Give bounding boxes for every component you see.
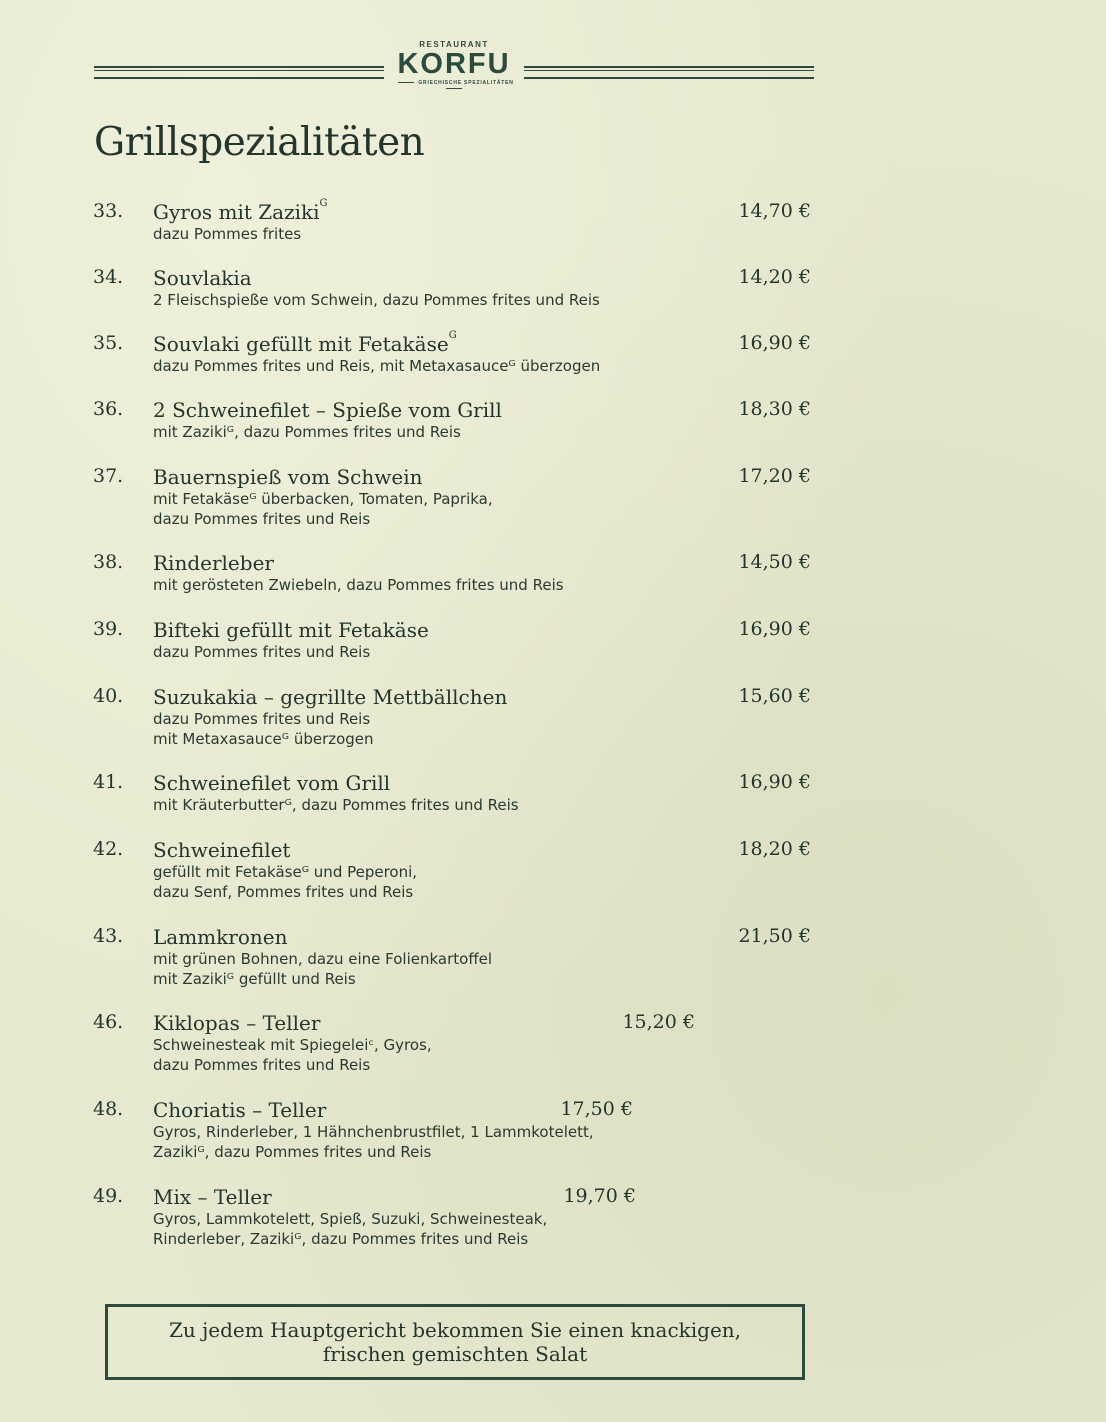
salad-notice xyxy=(105,1304,805,1380)
item-price: 17,50 € xyxy=(560,1098,633,1120)
logo-brand: KORFU xyxy=(397,48,511,80)
item-price: 19,70 € xyxy=(563,1185,636,1207)
item-number: 39. xyxy=(93,618,124,640)
item-name: Gyros mit Zaziki$^G$ xyxy=(153,198,328,224)
item-description: Gyros, Lammkotelett, Spieß, Suzuki, Schweinesteak, Rinderleber, Zazikiᴳ, dazu Pommes frites und Reis xyxy=(153,1210,548,1248)
item-number: 40. xyxy=(93,685,124,707)
item-number: 49. xyxy=(93,1185,124,1207)
item-name: Rinderleber xyxy=(153,551,274,575)
restaurant-header xyxy=(94,40,814,96)
item-number: 42. xyxy=(93,838,124,860)
logo-restaurant-label: RESTAURANT xyxy=(419,40,489,49)
item-price: 16,90 € xyxy=(738,618,811,640)
item-price: 14,70 € xyxy=(738,200,811,222)
item-name: 2 Schweinefilet – Spieße vom Grill xyxy=(153,398,502,422)
item-description: dazu Pommes frites xyxy=(153,225,302,243)
item-description: dazu Pommes frites und Reis xyxy=(153,643,371,661)
item-number: 46. xyxy=(93,1011,124,1033)
item-name: Kiklopas – Teller xyxy=(153,1011,321,1035)
item-name: Souvlaki gefüllt mit Fetakäse$^G$ xyxy=(153,330,457,356)
header-rule-right xyxy=(524,66,814,79)
item-price: 18,30 € xyxy=(738,398,811,420)
item-description: mit Fetakäseᴳ überbacken, Tomaten, Paprika, dazu Pommes frites und Reis xyxy=(153,490,493,528)
item-price: 16,90 € xyxy=(738,771,811,793)
item-name: Bifteki gefüllt mit Fetakäse xyxy=(153,618,429,642)
item-description: mit grünen Bohnen, dazu eine Folienkartoffel mit Zazikiᴳ gefüllt und Reis xyxy=(153,950,493,988)
section-title: Grillspezialitäten xyxy=(94,120,425,165)
item-price: 14,20 € xyxy=(738,266,811,288)
item-name: Lammkronen xyxy=(153,925,288,949)
item-name: Mix – Teller xyxy=(153,1185,272,1209)
item-price: 15,20 € xyxy=(622,1011,695,1033)
item-description: mit Zazikiᴳ, dazu Pommes frites und Reis xyxy=(153,423,461,441)
item-name: Schweinefilet vom Grill xyxy=(153,771,391,795)
item-number: 35. xyxy=(93,332,124,354)
item-price: 17,20 € xyxy=(738,465,811,487)
item-description: Schweinesteak mit Spiegeleiᶜ, Gyros, dazu Pommes frites und Reis xyxy=(153,1036,432,1074)
item-price: 21,50 € xyxy=(738,925,811,947)
item-price: 16,90 € xyxy=(738,332,811,354)
item-description: Gyros, Rinderleber, 1 Hähnchenbrustfilet, 1 Lammkotelett, Zazikiᴳ, dazu Pommes frites und Reis xyxy=(153,1123,594,1161)
salad-notice-line-2: frischen gemischten Salat xyxy=(322,1342,588,1366)
restaurant-logo xyxy=(384,40,524,92)
allergen-marker: G xyxy=(319,198,328,209)
item-description: dazu Pommes frites und Reis mit Metaxasauceᴳ überzogen xyxy=(153,710,374,748)
item-number: 36. xyxy=(93,398,124,420)
item-price: 15,60 € xyxy=(738,685,811,707)
item-description: dazu Pommes frites und Reis, mit Metaxasauceᴳ überzogen xyxy=(153,357,601,375)
item-number: 37. xyxy=(93,465,124,487)
item-name: Choriatis – Teller xyxy=(153,1098,327,1122)
item-description: mit Kräuterbutterᴳ, dazu Pommes frites und Reis xyxy=(153,796,519,814)
item-number: 48. xyxy=(93,1098,124,1120)
item-name: Suzukakia – gegrillte Mettbällchen xyxy=(153,685,508,709)
item-price: 18,20 € xyxy=(738,838,811,860)
item-number: 38. xyxy=(93,551,124,573)
item-number: 43. xyxy=(93,925,124,947)
item-price: 14,50 € xyxy=(738,551,811,573)
item-name: Bauernspieß vom Schwein xyxy=(153,465,423,489)
item-number: 33. xyxy=(93,200,124,222)
header-rule-left xyxy=(94,66,384,79)
logo-tagline: GRIECHISCHE SPEZIALITÄTEN xyxy=(384,80,524,92)
item-description: mit gerösteten Zwiebeln, dazu Pommes frites und Reis xyxy=(153,576,564,594)
item-description: gefüllt mit Fetakäseᴳ und Peperoni, dazu Senf, Pommes frites und Reis xyxy=(153,863,418,901)
item-description: 2 Fleischspieße vom Schwein, dazu Pommes frites und Reis xyxy=(153,291,600,309)
item-number: 34. xyxy=(93,266,124,288)
item-name: Schweinefilet xyxy=(153,838,291,862)
allergen-marker: G xyxy=(448,330,457,341)
item-number: 41. xyxy=(93,771,124,793)
salad-notice-line-1: Zu jedem Hauptgericht bekommen Sie einen knackigen, xyxy=(168,1318,742,1342)
item-name: Souvlakia xyxy=(153,266,252,290)
